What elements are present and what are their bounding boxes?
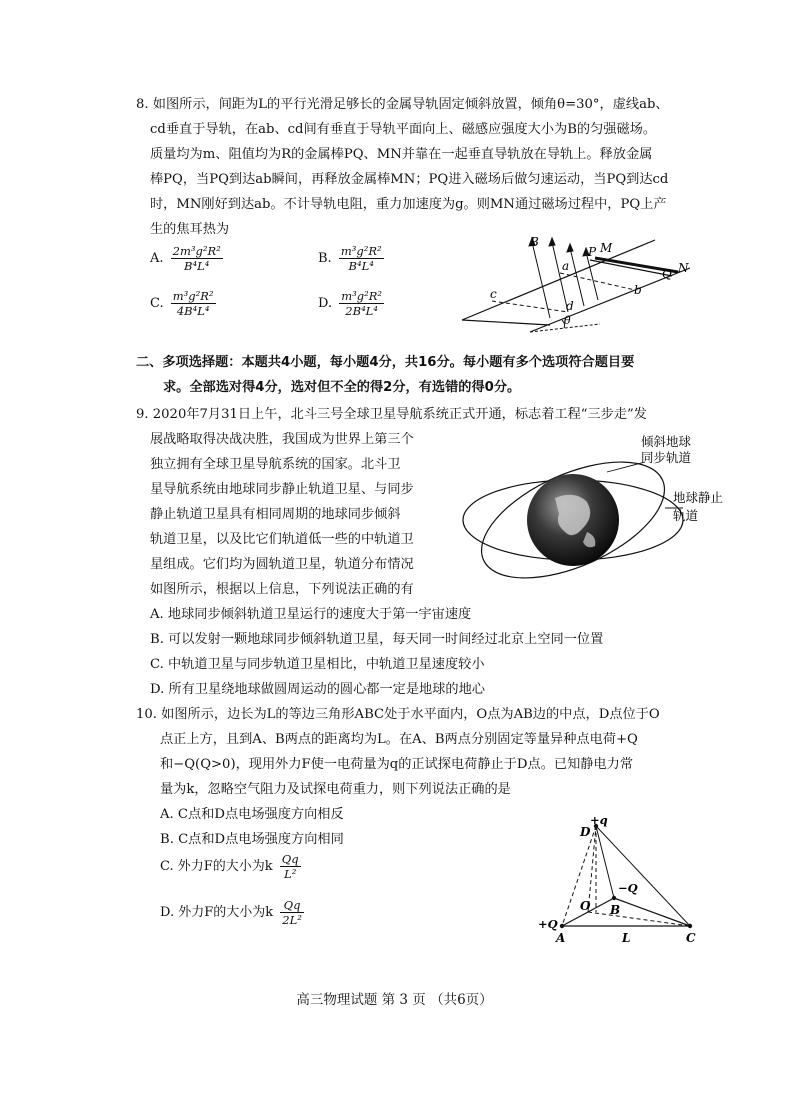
label-static-2: 轨道 xyxy=(673,508,699,523)
fraction xyxy=(171,289,216,318)
q9-option-c[interactable]: C. 中轨道卫星与同步轨道卫星相比，中轨道卫星速度较小 xyxy=(150,657,485,672)
q9-option-b[interactable]: B. 可以发射一颗地球同步倾斜轨道卫星，每天同一时间经过北京上空同一位置 xyxy=(150,632,604,647)
option-label: D. 外力F的大小为k xyxy=(160,905,274,920)
label-A: A xyxy=(556,931,566,945)
q9-line-4: 星导航系统由地球同步静止轨道卫星、与同步 xyxy=(150,482,414,497)
fraction xyxy=(280,852,301,881)
q10-triangle-figure xyxy=(530,812,710,950)
label-C: C xyxy=(686,931,696,945)
q9-option-d[interactable]: D. 所有卫星绕地球做圆周运动的圆心都一定是地球的地心 xyxy=(150,682,485,697)
q8-line-5: 时，MN刚好到达ab。不计导轨电阻，重力加速度为g。则MN通过磁场过程中，PQ上产 xyxy=(150,197,667,212)
denominator: 4B⁴L⁴ xyxy=(176,304,210,318)
label-plus-q: +q xyxy=(590,813,608,827)
label-static-1: 地球静止 xyxy=(673,490,724,505)
q9-line-3: 独立拥有全球卫星导航系统的国家。北斗卫 xyxy=(150,457,401,472)
denominator: L² xyxy=(284,867,297,881)
numerator: m³g²R² xyxy=(172,289,214,303)
label-N: N xyxy=(678,261,689,275)
q8-option-c[interactable] xyxy=(150,289,216,318)
q10-line-1: 10. 如图所示，边长为L的等边三角形ABC处于水平面内，O点为AB边的中点，D点位于O xyxy=(136,707,660,722)
label-P: P xyxy=(588,245,597,259)
section-2-header-line-2: 求。全部选对得4分，选对但不全的得2分，有选错的得0分。 xyxy=(163,380,521,395)
q8-option-d[interactable] xyxy=(318,289,384,318)
label-minus-Q: −Q xyxy=(618,881,638,895)
q8-line-2: cd垂直于导轨，在ab、cd间有垂直于导轨平面向上、磁感应强度大小为B的匀强磁场。 xyxy=(150,122,657,137)
point-C xyxy=(688,924,692,928)
q9-line-5: 静止轨道卫星具有相同周期的地球同步倾斜 xyxy=(150,507,401,522)
q8-rails-figure xyxy=(450,228,700,338)
label-O: O xyxy=(580,899,591,913)
q8-line-3: 质量均为m、阻值均为R的金属棒PQ、MN并靠在一起垂直导轨放在导轨上。释放金属 xyxy=(150,147,653,162)
numerator: Qq xyxy=(281,852,299,866)
leader-inclined xyxy=(607,462,645,472)
numerator: m³g²R² xyxy=(341,289,382,303)
option-label: C. xyxy=(150,296,164,311)
point-B xyxy=(612,896,616,900)
denominator: 2L² xyxy=(282,913,302,927)
label-M: M xyxy=(600,241,613,255)
denominator: B⁴L⁴ xyxy=(348,259,374,273)
q10-line-3: 和−Q(Q>0)，现用外力F使一电荷量为q的正试探电荷静止于D点。已知静电力常 xyxy=(160,757,634,772)
point-A xyxy=(560,924,564,928)
page-footer: 高三物理试题 第 3 页 （共6页） xyxy=(296,992,493,1008)
label-b: b xyxy=(634,283,642,297)
label-B: B xyxy=(530,235,539,249)
rail-base-left xyxy=(462,320,550,325)
q10-line-2: 点正上方，且到A、B两点的距离均为L。在A、B两点分别固定等量异种点电荷+Q xyxy=(160,732,638,747)
numerator: 2m³g²R² xyxy=(172,244,221,258)
label-d: d xyxy=(566,299,574,313)
option-label: B. xyxy=(318,251,332,266)
q9-orbit-figure xyxy=(455,428,725,608)
label-B: B xyxy=(610,903,621,917)
label-theta: θ xyxy=(564,314,571,327)
edge-DB xyxy=(596,826,614,898)
fraction xyxy=(339,289,384,318)
q10-option-b[interactable]: B. C点和D点电场强度方向相同 xyxy=(160,832,344,847)
q8-line-6: 生的焦耳热为 xyxy=(150,222,230,237)
median-OC xyxy=(588,912,690,926)
denominator: B⁴L⁴ xyxy=(184,259,210,273)
q8-line-1: 8. 如图所示，间距为L的平行光滑足够长的金属导轨固定倾斜放置，倾角θ=30°，虚线ab、 xyxy=(136,97,669,112)
q8-line-4: 棒PQ，当PQ到达ab瞬间，再释放金属棒MN；PQ进入磁场后做匀速运动，当PQ到达cd xyxy=(150,172,669,187)
label-c: c xyxy=(490,287,497,301)
label-a: a xyxy=(562,259,570,273)
q9-option-a[interactable]: A. 地球同步倾斜轨道卫星运行的速度大于第一宇宙速度 xyxy=(150,607,472,622)
fraction xyxy=(339,244,384,273)
label-inclined-2: 同步轨道 xyxy=(641,450,692,465)
q8-option-a[interactable] xyxy=(150,244,223,273)
fraction xyxy=(280,898,304,927)
option-label: A. xyxy=(150,251,164,266)
numerator: m³g²R² xyxy=(340,244,382,258)
rail-upper xyxy=(462,240,655,320)
option-label: D. xyxy=(318,296,333,311)
edge-BC xyxy=(614,898,690,926)
numerator: Qq xyxy=(280,898,304,913)
label-plus-Q: +Q xyxy=(538,917,558,931)
q9-line-7: 星组成。它们均为圆轨道卫星，轨道分布情况 xyxy=(150,557,414,572)
q9-line-2: 展战略取得决战决胜，我国成为世界上第三个 xyxy=(150,432,414,447)
label-D: D xyxy=(580,825,591,839)
label-L: L xyxy=(622,931,631,945)
q9-line-6: 轨道卫星，以及比它们轨道低一些的中轨道卫 xyxy=(150,532,414,547)
option-label: C. 外力F的大小为k xyxy=(160,859,273,874)
section-2-header-line-1: 二、多项选择题：本题共4小题，每小题4分，共16分。每小题有多个选项符合题目要 xyxy=(136,355,635,370)
denominator: 2B⁴L⁴ xyxy=(345,304,378,318)
q8-option-b[interactable] xyxy=(318,244,384,273)
label-Q: Q xyxy=(662,267,672,281)
label-inclined-1: 倾斜地球 xyxy=(641,434,692,449)
q10-option-c[interactable] xyxy=(160,852,301,881)
q10-option-a[interactable]: A. C点和D点电场强度方向相反 xyxy=(160,807,344,822)
q9-line-1: 9. 2020年7月31日上午，北斗三号全球卫星导航系统正式开通，标志着工程“三步走”发 xyxy=(136,407,647,422)
q9-line-8: 如图所示，根据以上信息，下列说法正确的有 xyxy=(150,582,414,597)
dashed-ab xyxy=(560,273,635,290)
q10-option-d[interactable] xyxy=(160,898,304,927)
fraction xyxy=(171,244,223,273)
q10-line-4: 量为k，忽略空气阻力及试探电荷重力，则下列说法正确的是 xyxy=(160,782,511,797)
